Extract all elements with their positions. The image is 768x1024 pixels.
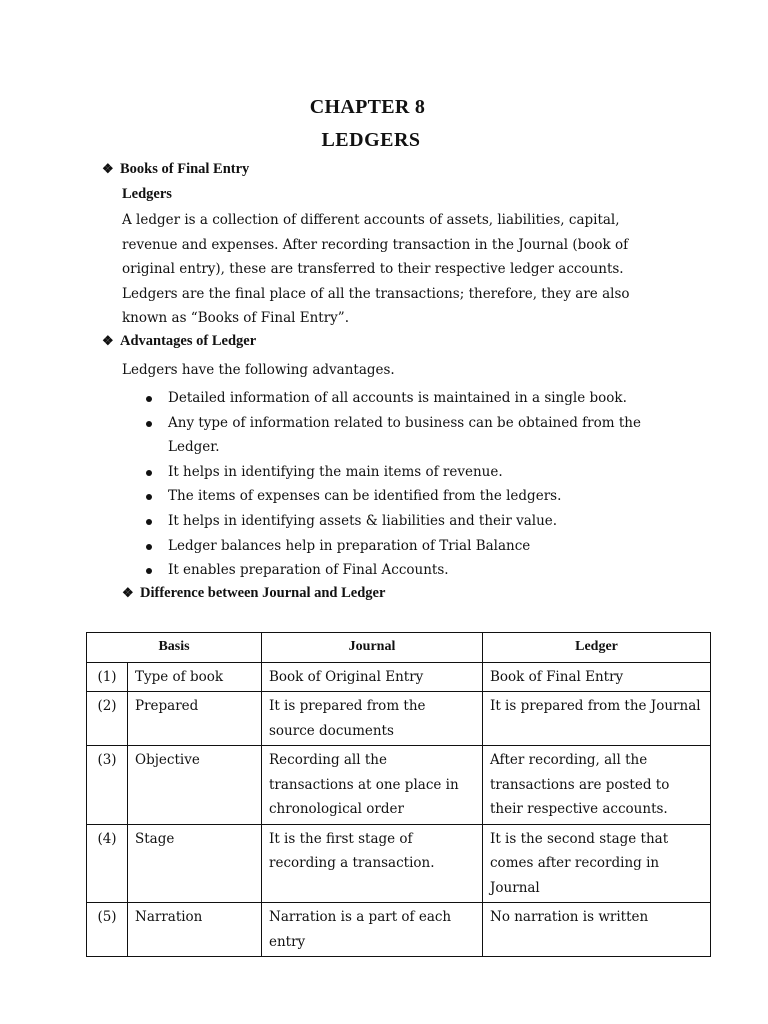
table-row [87, 692, 711, 746]
paragraph-line: A ledger is a collection of different accounts of assets, liabilities, capital, [122, 212, 620, 228]
ledger-cell: No narration is written [483, 903, 711, 957]
section-heading-books-of-final-entry [102, 161, 249, 178]
basis-cell: Stage [128, 824, 262, 903]
list-item-text: The items of expenses can be identified from the ledgers. [168, 488, 562, 505]
row-number: (2) [87, 692, 128, 746]
row-number: (5) [87, 903, 128, 957]
section-heading-label: Difference between Journal and Ledger [140, 585, 386, 601]
ledger-cell: Book of Final Entry [483, 662, 711, 692]
bullet-dot-icon [146, 494, 152, 500]
ledger-cell: It is prepared from the Journal [483, 692, 711, 746]
paragraph-line: known as “Books of Final Entry”. [122, 310, 349, 327]
list-item-text: It helps in identifying assets & liabilities and their value. [168, 512, 558, 529]
section-heading-difference [122, 585, 385, 602]
chapter-title: LEDGERS [321, 129, 421, 151]
list-item [145, 534, 665, 559]
ledger-definition-paragraph [122, 208, 722, 331]
section-heading-advantages [102, 333, 256, 350]
paragraph-line: original entry), these are transferred to their respective ledger accounts. [122, 261, 624, 278]
list-item [145, 386, 665, 411]
basis-cell: Prepared [128, 692, 262, 746]
journal-cell: Book of Original Entry [262, 662, 483, 692]
basis-cell: Objective [128, 746, 262, 825]
advantages-intro: Ledgers have the following advantages. [122, 362, 395, 378]
row-number: (1) [87, 662, 128, 692]
list-item-text: Ledger balances help in preparation of Trial Balance [168, 537, 531, 554]
list-item-text: Any type of information related to business can be obtained from the Ledger. [168, 414, 641, 456]
diamond-bullet-icon: ❖ [102, 333, 114, 348]
basis-cell: Narration [128, 903, 262, 957]
journal-cell: It is prepared from the source documents [262, 692, 483, 746]
journal-cell: Recording all the transactions at one place in chronological order [262, 746, 483, 825]
list-item-text: It enables preparation of Final Accounts. [168, 562, 449, 579]
list-item-text: It helps in identifying the main items of revenue. [168, 463, 503, 480]
bullet-dot-icon [146, 421, 152, 427]
basis-cell: Type of book [128, 662, 262, 692]
list-item [145, 484, 665, 509]
journal-cell: Narration is a part of each entry [262, 903, 483, 957]
advantages-list [145, 386, 665, 583]
column-header-basis: Basis [87, 633, 262, 663]
bullet-dot-icon [146, 568, 152, 574]
column-header-ledger: Ledger [483, 633, 711, 663]
journal-cell: It is the first stage of recording a transaction. [262, 824, 483, 903]
bullet-dot-icon [146, 544, 152, 550]
bullet-dot-icon [146, 519, 152, 525]
subheading-ledgers: Ledgers [122, 186, 172, 202]
bullet-dot-icon [146, 470, 152, 476]
paragraph-line: revenue and expenses. After recording transaction in the Journal (book of [122, 236, 629, 253]
table-row [87, 903, 711, 957]
diamond-bullet-icon: ❖ [102, 161, 114, 176]
table-header-row [87, 633, 711, 663]
bullet-dot-icon [146, 396, 152, 402]
journal-ledger-comparison-table [86, 632, 711, 957]
paragraph-line: Ledgers are the final place of all the transactions; therefore, they are also [122, 285, 630, 302]
column-header-journal: Journal [262, 633, 483, 663]
ledger-cell: After recording, all the transactions are posted to their respective accounts. [483, 746, 711, 825]
section-heading-label: Books of Final Entry [120, 161, 250, 177]
diamond-bullet-icon: ❖ [122, 585, 134, 600]
list-item [145, 558, 665, 583]
chapter-number: CHAPTER 8 [309, 96, 426, 118]
table-row [87, 746, 711, 825]
row-number: (4) [87, 824, 128, 903]
section-heading-label: Advantages of Ledger [120, 333, 257, 349]
ledger-cell: It is the second stage that comes after recording in Journal [483, 824, 711, 903]
list-item-text: Detailed information of all accounts is maintained in a single book. [168, 390, 627, 406]
table-row [87, 662, 711, 692]
table-row [87, 824, 711, 903]
list-item [145, 411, 665, 460]
row-number: (3) [87, 746, 128, 825]
list-item [145, 460, 665, 485]
list-item [145, 509, 665, 534]
